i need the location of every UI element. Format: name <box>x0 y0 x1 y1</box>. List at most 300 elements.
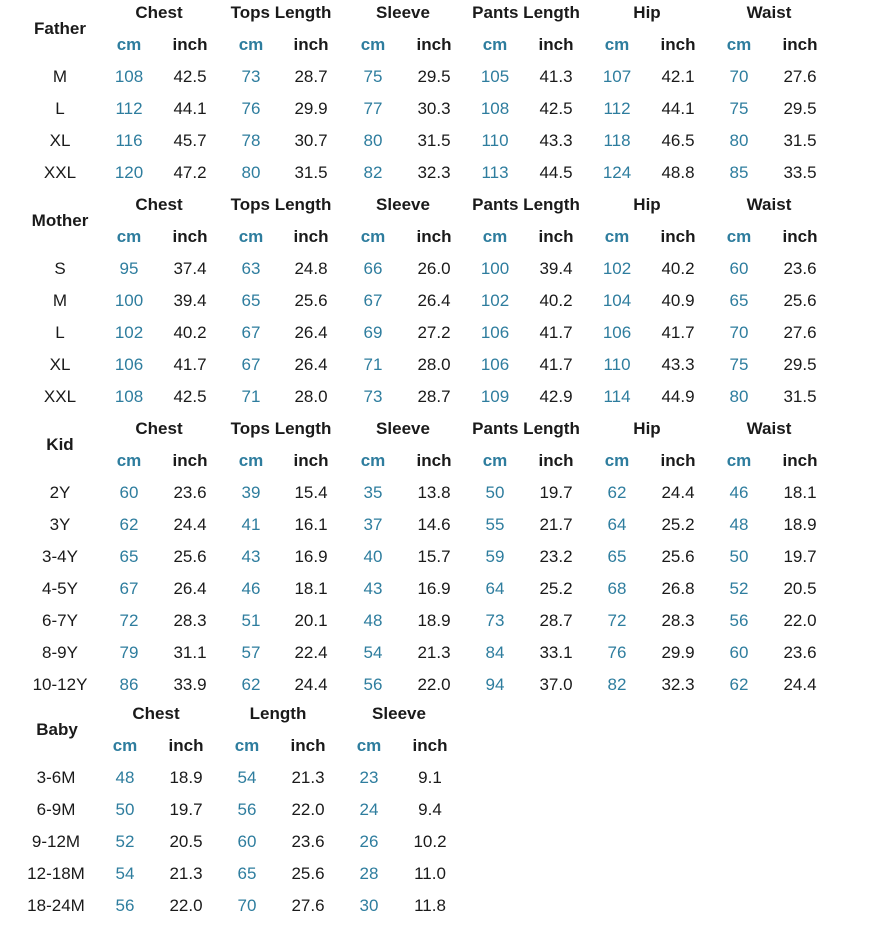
value-inch: 43.3 <box>661 355 695 374</box>
value-cm: 112 <box>115 99 143 118</box>
value-cm: 107 <box>602 67 632 86</box>
column-header: Pants Length <box>472 195 580 214</box>
value-inch: 26.0 <box>417 259 451 278</box>
value-inch: 33.1 <box>539 643 573 662</box>
size-label: 9-12M <box>31 832 81 851</box>
value-cm: 54 <box>363 643 383 662</box>
column-header: Pants Length <box>472 419 580 438</box>
value-cm: 106 <box>602 323 632 342</box>
value-inch: 11.8 <box>414 896 446 915</box>
value-inch: 15.4 <box>294 483 328 502</box>
value-inch: 21.3 <box>417 643 451 662</box>
size-label: 6-7Y <box>42 611 78 630</box>
value-cm: 70 <box>237 896 257 915</box>
column-header: Hip <box>633 3 661 22</box>
value-cm: 75 <box>729 99 749 118</box>
value-inch: 26.8 <box>661 579 695 598</box>
value-cm: 46 <box>729 483 749 502</box>
value-cm: 52 <box>115 832 135 851</box>
value-cm: 94 <box>485 675 505 694</box>
value-inch: 16.9 <box>417 579 451 598</box>
section-title: Baby <box>36 720 78 739</box>
value-cm: 69 <box>363 323 383 342</box>
value-inch: 27.6 <box>783 323 817 342</box>
value-inch: 19.7 <box>539 483 573 502</box>
section-title: Kid <box>46 435 74 454</box>
value-cm: 113 <box>481 163 509 182</box>
value-inch: 29.9 <box>661 643 695 662</box>
unit-label-inch: inch <box>172 227 208 246</box>
unit-label-inch: inch <box>660 35 696 54</box>
unit-label-inch: inch <box>660 451 696 470</box>
value-inch: 43.3 <box>539 131 573 150</box>
value-cm: 73 <box>363 387 383 406</box>
value-cm: 65 <box>241 291 261 310</box>
value-inch: 28.7 <box>417 387 451 406</box>
value-inch: 46.5 <box>661 131 695 150</box>
value-cm: 95 <box>119 259 139 278</box>
size-label: 3-4Y <box>42 547 78 566</box>
unit-label-cm: cm <box>482 35 508 54</box>
unit-label-inch: inch <box>782 227 818 246</box>
value-inch: 24.8 <box>294 259 328 278</box>
value-cm: 51 <box>241 611 261 630</box>
value-cm: 100 <box>114 291 144 310</box>
value-inch: 25.6 <box>291 864 325 883</box>
value-cm: 56 <box>115 896 135 915</box>
size-label: XXL <box>43 163 77 182</box>
unit-label-cm: cm <box>238 451 264 470</box>
unit-label-inch: inch <box>290 736 326 755</box>
value-cm: 108 <box>480 99 510 118</box>
value-cm: 86 <box>119 675 139 694</box>
value-inch: 23.6 <box>291 832 325 851</box>
value-cm: 72 <box>119 611 139 630</box>
unit-label-inch: inch <box>782 35 818 54</box>
value-cm: 63 <box>241 259 261 278</box>
value-inch: 31.5 <box>417 131 451 150</box>
value-cm: 26 <box>359 832 379 851</box>
size-label: 3Y <box>49 515 71 534</box>
value-inch: 19.7 <box>783 547 817 566</box>
value-cm: 39 <box>241 483 261 502</box>
value-inch: 18.1 <box>294 579 328 598</box>
value-cm: 48 <box>729 515 749 534</box>
size-label: 6-9M <box>36 800 76 819</box>
value-inch: 22.4 <box>294 643 328 662</box>
value-inch: 29.9 <box>294 99 328 118</box>
value-inch: 27.6 <box>783 67 817 86</box>
value-inch: 27.2 <box>417 323 451 342</box>
value-cm: 56 <box>729 611 749 630</box>
value-inch: 25.6 <box>173 547 207 566</box>
value-inch: 42.5 <box>539 99 573 118</box>
column-header: Chest <box>135 3 183 22</box>
value-inch: 22.0 <box>291 800 325 819</box>
size-label: S <box>54 259 66 278</box>
value-cm: 23 <box>359 768 379 787</box>
value-inch: 27.6 <box>291 896 325 915</box>
unit-label-cm: cm <box>604 35 630 54</box>
value-cm: 124 <box>602 163 632 182</box>
value-cm: 77 <box>363 99 383 118</box>
value-cm: 67 <box>363 291 383 310</box>
value-cm: 30 <box>359 896 379 915</box>
value-cm: 116 <box>115 131 143 150</box>
value-inch: 48.8 <box>661 163 695 182</box>
value-inch: 14.6 <box>417 515 451 534</box>
unit-label-inch: inch <box>168 736 204 755</box>
value-inch: 18.9 <box>783 515 817 534</box>
value-cm: 114 <box>603 387 631 406</box>
value-cm: 50 <box>115 800 135 819</box>
value-cm: 67 <box>241 323 261 342</box>
value-inch: 41.3 <box>539 67 573 86</box>
unit-label-cm: cm <box>356 736 382 755</box>
value-cm: 104 <box>602 291 632 310</box>
value-inch: 18.9 <box>417 611 451 630</box>
size-label: 10-12Y <box>32 675 88 694</box>
value-inch: 13.8 <box>417 483 451 502</box>
size-label: 3-6M <box>36 768 76 787</box>
value-inch: 28.7 <box>539 611 573 630</box>
column-header: Waist <box>746 3 792 22</box>
value-inch: 33.9 <box>173 675 207 694</box>
value-inch: 25.6 <box>661 547 695 566</box>
value-cm: 75 <box>729 355 749 374</box>
value-inch: 29.5 <box>417 67 451 86</box>
unit-label-cm: cm <box>360 227 386 246</box>
value-cm: 60 <box>729 643 749 662</box>
value-cm: 56 <box>363 675 383 694</box>
value-cm: 60 <box>729 259 749 278</box>
column-header: Sleeve <box>372 704 426 723</box>
value-cm: 57 <box>241 643 261 662</box>
value-cm: 62 <box>729 675 749 694</box>
value-inch: 23.6 <box>783 259 817 278</box>
value-inch: 31.1 <box>173 643 207 662</box>
column-header: Chest <box>135 195 183 214</box>
value-cm: 41 <box>241 515 261 534</box>
value-cm: 102 <box>480 291 510 310</box>
value-cm: 80 <box>363 131 383 150</box>
value-inch: 15.7 <box>417 547 451 566</box>
value-cm: 73 <box>241 67 261 86</box>
value-cm: 80 <box>241 163 261 182</box>
value-cm: 76 <box>607 643 627 662</box>
value-cm: 50 <box>729 547 749 566</box>
value-inch: 25.6 <box>294 291 328 310</box>
value-inch: 28.7 <box>294 67 328 86</box>
value-cm: 80 <box>729 387 749 406</box>
unit-label-inch: inch <box>416 35 452 54</box>
value-cm: 82 <box>363 163 383 182</box>
column-header: Pants Length <box>472 3 580 22</box>
value-inch: 32.3 <box>417 163 451 182</box>
value-cm: 110 <box>603 355 631 374</box>
unit-label-inch: inch <box>538 451 574 470</box>
size-label: M <box>52 67 68 86</box>
value-inch: 25.2 <box>539 579 573 598</box>
value-inch: 28.3 <box>661 611 695 630</box>
value-inch: 41.7 <box>661 323 695 342</box>
unit-label-cm: cm <box>604 227 630 246</box>
column-header: Tops Length <box>230 419 332 438</box>
value-inch: 11.0 <box>414 864 446 883</box>
column-header: Waist <box>746 195 792 214</box>
value-inch: 41.7 <box>539 323 573 342</box>
value-inch: 22.0 <box>417 675 451 694</box>
value-inch: 21.7 <box>539 515 573 534</box>
unit-label-inch: inch <box>412 736 448 755</box>
value-inch: 44.5 <box>539 163 573 182</box>
value-inch: 31.5 <box>294 163 328 182</box>
value-cm: 73 <box>485 611 505 630</box>
value-cm: 46 <box>241 579 261 598</box>
unit-label-inch: inch <box>416 227 452 246</box>
value-inch: 16.9 <box>294 547 328 566</box>
size-label: L <box>55 99 65 118</box>
value-cm: 102 <box>114 323 144 342</box>
column-header: Hip <box>633 195 661 214</box>
value-cm: 106 <box>114 355 144 374</box>
value-inch: 24.4 <box>783 675 817 694</box>
value-cm: 110 <box>481 131 509 150</box>
value-cm: 65 <box>607 547 627 566</box>
value-inch: 18.1 <box>783 483 817 502</box>
value-inch: 30.7 <box>294 131 328 150</box>
value-cm: 80 <box>729 131 749 150</box>
unit-label-inch: inch <box>172 451 208 470</box>
unit-label-cm: cm <box>726 227 752 246</box>
size-label: 4-5Y <box>42 579 78 598</box>
value-cm: 106 <box>480 355 510 374</box>
value-inch: 23.6 <box>173 483 207 502</box>
value-cm: 79 <box>119 643 139 662</box>
column-header: Waist <box>746 419 792 438</box>
size-label: 8-9Y <box>42 643 78 662</box>
value-inch: 47.2 <box>173 163 207 182</box>
value-cm: 28 <box>359 864 379 883</box>
value-inch: 44.1 <box>661 99 695 118</box>
value-cm: 108 <box>114 387 144 406</box>
value-inch: 24.4 <box>661 483 695 502</box>
value-inch: 40.9 <box>661 291 695 310</box>
value-cm: 64 <box>607 515 627 534</box>
value-cm: 65 <box>237 864 257 883</box>
unit-label-cm: cm <box>238 35 264 54</box>
value-cm: 70 <box>729 67 749 86</box>
value-inch: 29.5 <box>783 355 817 374</box>
value-cm: 82 <box>607 675 627 694</box>
value-inch: 42.1 <box>661 67 695 86</box>
value-inch: 22.0 <box>169 896 203 915</box>
value-inch: 40.2 <box>661 259 695 278</box>
value-cm: 48 <box>115 768 135 787</box>
size-label: 2Y <box>49 483 71 502</box>
unit-label-inch: inch <box>293 451 329 470</box>
value-inch: 28.0 <box>417 355 451 374</box>
unit-label-cm: cm <box>238 227 264 246</box>
value-cm: 75 <box>363 67 383 86</box>
size-label: XXL <box>43 387 77 406</box>
value-inch: 40.2 <box>173 323 207 342</box>
unit-label-cm: cm <box>726 451 752 470</box>
unit-label-cm: cm <box>360 35 386 54</box>
value-inch: 19.7 <box>169 800 203 819</box>
value-inch: 9.4 <box>418 800 442 819</box>
value-cm: 70 <box>729 323 749 342</box>
value-inch: 20.5 <box>783 579 817 598</box>
column-header: Sleeve <box>376 195 430 214</box>
unit-label-inch: inch <box>293 227 329 246</box>
unit-label-cm: cm <box>360 451 386 470</box>
value-cm: 105 <box>480 67 510 86</box>
unit-label-inch: inch <box>538 227 574 246</box>
value-cm: 54 <box>115 864 135 883</box>
value-inch: 31.5 <box>783 387 817 406</box>
value-cm: 65 <box>119 547 139 566</box>
value-inch: 37.0 <box>539 675 573 694</box>
size-label: 12-18M <box>27 864 85 883</box>
value-inch: 28.0 <box>294 387 328 406</box>
size-label: L <box>55 323 65 342</box>
value-cm: 120 <box>114 163 144 182</box>
value-inch: 26.4 <box>294 355 328 374</box>
value-inch: 20.1 <box>294 611 328 630</box>
value-inch: 23.6 <box>783 643 817 662</box>
unit-label-cm: cm <box>604 451 630 470</box>
value-inch: 25.6 <box>783 291 817 310</box>
value-inch: 21.3 <box>169 864 203 883</box>
value-cm: 40 <box>363 547 383 566</box>
value-cm: 24 <box>359 800 379 819</box>
value-inch: 44.1 <box>173 99 207 118</box>
column-header: Sleeve <box>376 419 430 438</box>
value-cm: 78 <box>241 131 261 150</box>
value-cm: 64 <box>485 579 505 598</box>
size-label: M <box>52 291 68 310</box>
value-inch: 9.1 <box>418 768 442 787</box>
value-inch: 21.3 <box>291 768 325 787</box>
value-cm: 55 <box>485 515 505 534</box>
unit-label-cm: cm <box>234 736 260 755</box>
section-title: Mother <box>31 211 89 230</box>
column-header: Chest <box>135 419 183 438</box>
value-inch: 39.4 <box>539 259 573 278</box>
column-header: Tops Length <box>230 3 332 22</box>
value-cm: 84 <box>485 643 505 662</box>
unit-label-cm: cm <box>726 35 752 54</box>
value-cm: 50 <box>485 483 505 502</box>
unit-label-cm: cm <box>116 451 142 470</box>
value-inch: 42.5 <box>173 387 207 406</box>
value-cm: 56 <box>237 800 257 819</box>
value-inch: 45.7 <box>173 131 207 150</box>
value-inch: 42.9 <box>539 387 573 406</box>
value-inch: 32.3 <box>661 675 695 694</box>
column-header: Tops Length <box>230 195 332 214</box>
value-inch: 41.7 <box>539 355 573 374</box>
value-cm: 112 <box>603 99 631 118</box>
value-cm: 43 <box>363 579 383 598</box>
value-cm: 68 <box>607 579 627 598</box>
size-label: XL <box>49 131 71 150</box>
unit-label-inch: inch <box>538 35 574 54</box>
value-inch: 23.2 <box>539 547 573 566</box>
value-cm: 66 <box>363 259 383 278</box>
value-inch: 39.4 <box>173 291 207 310</box>
value-cm: 62 <box>241 675 261 694</box>
value-inch: 10.2 <box>413 832 447 851</box>
unit-label-inch: inch <box>416 451 452 470</box>
value-cm: 102 <box>602 259 632 278</box>
size-label: XL <box>49 355 71 374</box>
value-cm: 118 <box>603 131 631 150</box>
unit-label-cm: cm <box>112 736 138 755</box>
unit-label-inch: inch <box>782 451 818 470</box>
value-inch: 25.2 <box>661 515 695 534</box>
value-cm: 62 <box>119 515 139 534</box>
value-inch: 42.5 <box>173 67 207 86</box>
column-header: Sleeve <box>376 3 430 22</box>
value-inch: 26.4 <box>417 291 451 310</box>
value-cm: 35 <box>363 483 383 502</box>
value-inch: 37.4 <box>173 259 207 278</box>
value-cm: 54 <box>237 768 257 787</box>
value-inch: 33.5 <box>783 163 817 182</box>
value-cm: 48 <box>363 611 383 630</box>
value-cm: 37 <box>363 515 383 534</box>
unit-label-cm: cm <box>116 35 142 54</box>
value-inch: 28.3 <box>173 611 207 630</box>
value-cm: 72 <box>607 611 627 630</box>
value-cm: 71 <box>363 355 383 374</box>
value-cm: 71 <box>241 387 261 406</box>
value-cm: 67 <box>119 579 139 598</box>
value-cm: 100 <box>480 259 510 278</box>
column-header: Length <box>249 704 307 723</box>
value-inch: 24.4 <box>173 515 207 534</box>
section-title: Father <box>34 19 86 38</box>
value-inch: 20.5 <box>169 832 203 851</box>
value-cm: 59 <box>485 547 505 566</box>
value-cm: 109 <box>480 387 510 406</box>
value-cm: 43 <box>241 547 261 566</box>
value-cm: 60 <box>237 832 257 851</box>
unit-label-cm: cm <box>116 227 142 246</box>
value-inch: 18.9 <box>169 768 203 787</box>
value-cm: 52 <box>729 579 749 598</box>
column-header: Hip <box>633 419 661 438</box>
value-cm: 60 <box>119 483 139 502</box>
value-inch: 26.4 <box>173 579 207 598</box>
size-label: 18-24M <box>27 896 85 915</box>
unit-label-cm: cm <box>482 451 508 470</box>
value-inch: 41.7 <box>173 355 207 374</box>
unit-label-inch: inch <box>293 35 329 54</box>
value-cm: 65 <box>729 291 749 310</box>
value-cm: 85 <box>729 163 749 182</box>
value-inch: 24.4 <box>294 675 328 694</box>
value-inch: 40.2 <box>539 291 573 310</box>
value-inch: 31.5 <box>783 131 817 150</box>
value-cm: 76 <box>241 99 261 118</box>
unit-label-inch: inch <box>172 35 208 54</box>
unit-label-cm: cm <box>482 227 508 246</box>
value-inch: 44.9 <box>661 387 695 406</box>
value-inch: 22.0 <box>783 611 817 630</box>
